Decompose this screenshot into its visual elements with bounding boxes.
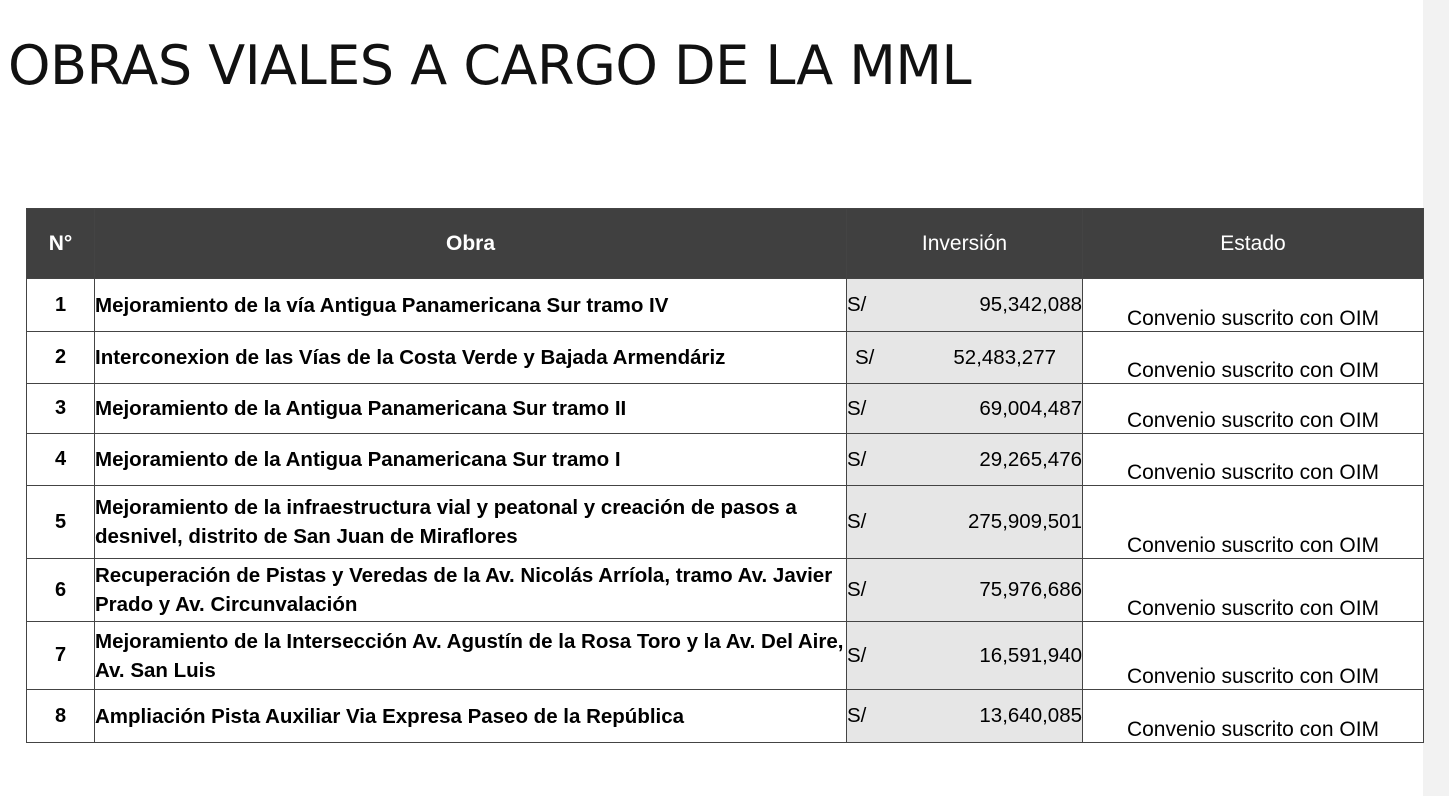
amount: 275,909,501 bbox=[967, 510, 1082, 533]
row-estado: Convenio suscrito con OIM bbox=[1083, 332, 1424, 384]
row-inversion bbox=[847, 332, 1083, 384]
row-obra: Mejoramiento de la vía Antigua Panamericana Sur tramo IV bbox=[95, 279, 847, 332]
header-num: N° bbox=[27, 209, 95, 279]
amount: 16,591,940 bbox=[979, 643, 1082, 667]
scrollbar-track bbox=[1423, 0, 1449, 796]
row-number: 4 bbox=[27, 434, 95, 486]
row-number: 7 bbox=[27, 622, 95, 690]
row-obra: Recuperación de Pistas y Veredas de la Av. Nicolás Arríola, tramo Av. Javier Prado y Av. Circunvalación bbox=[95, 559, 847, 622]
row-number: 1 bbox=[27, 279, 95, 332]
row-inversion bbox=[847, 279, 1083, 332]
row-obra: Mejoramiento de la Antigua Panamericana Sur tramo I bbox=[95, 434, 847, 486]
row-number: 5 bbox=[27, 486, 95, 559]
table-row bbox=[27, 622, 1424, 690]
row-estado: Convenio suscrito con OIM bbox=[1083, 690, 1424, 743]
amount: 52,483,277 bbox=[953, 345, 1056, 369]
table-row bbox=[27, 690, 1424, 743]
table-row bbox=[27, 486, 1424, 559]
works-table bbox=[26, 208, 1424, 743]
currency-symbol: S/ bbox=[847, 643, 867, 667]
currency-symbol: S/ bbox=[847, 704, 867, 727]
table-header-row bbox=[27, 209, 1424, 279]
row-inversion bbox=[847, 559, 1083, 622]
amount: 75,976,686 bbox=[979, 578, 1082, 601]
amount: 69,004,487 bbox=[979, 396, 1082, 420]
row-estado: Convenio suscrito con OIM bbox=[1083, 279, 1424, 332]
row-number: 6 bbox=[27, 559, 95, 622]
currency-symbol: S/ bbox=[847, 293, 867, 316]
row-inversion bbox=[847, 434, 1083, 486]
currency-symbol: S/ bbox=[847, 396, 867, 420]
table-row bbox=[27, 434, 1424, 486]
row-estado: Convenio suscrito con OIM bbox=[1083, 434, 1424, 486]
row-inversion bbox=[847, 486, 1083, 559]
row-number: 2 bbox=[27, 332, 95, 384]
row-inversion bbox=[847, 384, 1083, 434]
row-obra: Mejoramiento de la infraestructura vial y peatonal y creación de pasos a desnivel, distrito de San Juan de Miraflores bbox=[95, 486, 847, 559]
row-estado: Convenio suscrito con OIM bbox=[1083, 559, 1424, 622]
header-inversion: Inversión bbox=[847, 209, 1083, 279]
table-row bbox=[27, 559, 1424, 622]
row-estado: Convenio suscrito con OIM bbox=[1083, 486, 1424, 559]
table-row bbox=[27, 279, 1424, 332]
amount: 95,342,088 bbox=[979, 293, 1082, 316]
row-obra: Interconexion de las Vías de la Costa Verde y Bajada Armendáriz bbox=[95, 332, 847, 384]
row-obra: Ampliación Pista Auxiliar Via Expresa Paseo de la República bbox=[95, 690, 847, 743]
page-title: OBRAS VIALES A CARGO DE LA MML bbox=[8, 34, 972, 97]
amount: 29,265,476 bbox=[979, 447, 1082, 471]
row-obra: Mejoramiento de la Antigua Panamericana Sur tramo II bbox=[95, 384, 847, 434]
row-inversion bbox=[847, 622, 1083, 690]
table-row bbox=[27, 384, 1424, 434]
table-row bbox=[27, 332, 1424, 384]
currency-symbol: S/ bbox=[855, 345, 875, 369]
currency-symbol: S/ bbox=[847, 510, 867, 533]
row-inversion bbox=[847, 690, 1083, 743]
row-number: 3 bbox=[27, 384, 95, 434]
currency-symbol: S/ bbox=[847, 578, 867, 601]
header-estado: Estado bbox=[1083, 209, 1424, 279]
currency-symbol: S/ bbox=[847, 447, 867, 471]
row-number: 8 bbox=[27, 690, 95, 743]
row-obra: Mejoramiento de la Intersección Av. Agustín de la Rosa Toro y la Av. Del Aire, Av. San Luis bbox=[95, 622, 847, 690]
amount: 13,640,085 bbox=[979, 704, 1082, 727]
row-estado: Convenio suscrito con OIM bbox=[1083, 622, 1424, 690]
row-estado: Convenio suscrito con OIM bbox=[1083, 384, 1424, 434]
header-obra: Obra bbox=[95, 209, 847, 279]
